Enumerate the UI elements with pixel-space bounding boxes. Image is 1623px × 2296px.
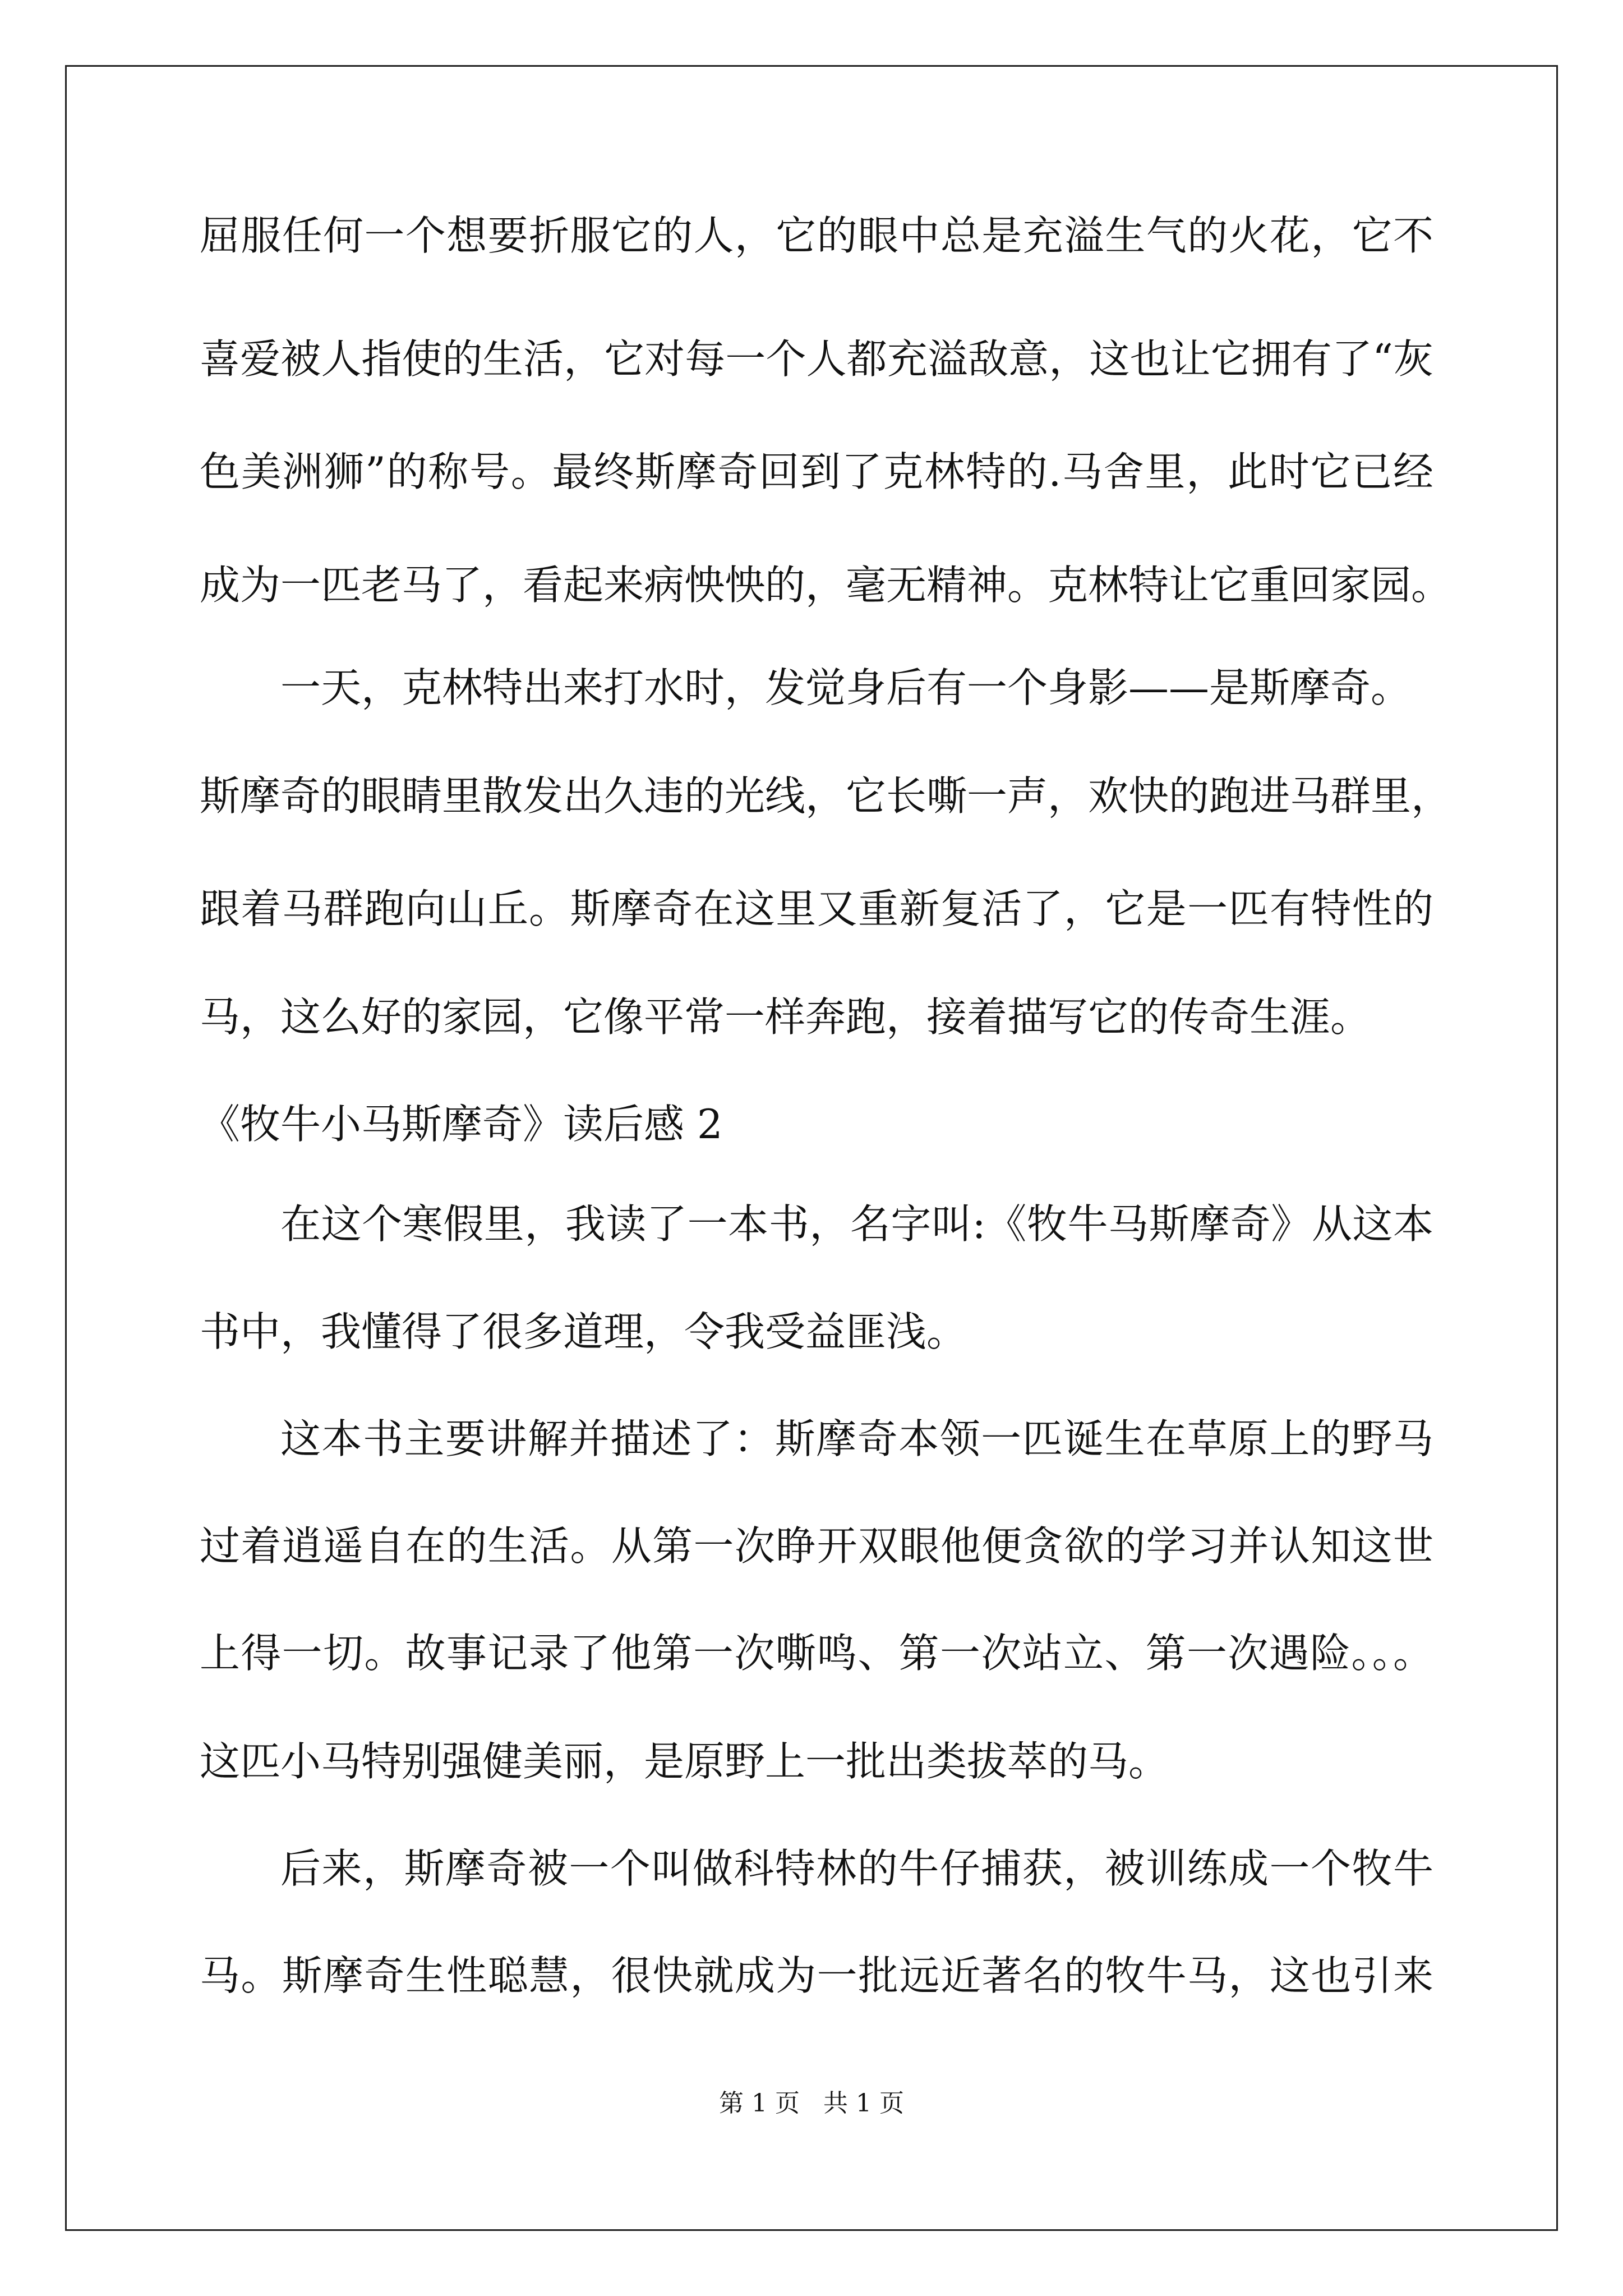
text-line: 马。斯摩奇生性聪慧，很快就成为一批远近著名的牧牛马，这也引来 [200,1952,1433,1999]
text-line: 喜爱被人指使的生活，它对每一个人都充溢敌意，这也让它拥有了“灰 [200,335,1433,383]
text-line: 马，这么好的家园，它像平常一样奔跑，接着描写它的传奇生涯。 [200,993,1371,1041]
text-line: 斯摩奇的眼睛里散发出久违的光线，它长嘶一声，欢快的跑进马群里， [200,772,1452,820]
text-line: 色美洲狮”的称号。最终斯摩奇回到了克林特的.马舍里，此时它已经 [200,448,1433,495]
text-line: 这匹小马特别强健美丽，是原野上一批出类拔萃的马。 [200,1738,1169,1785]
text-line: 上得一切。故事记录了他第一次嘶鸣、第一次站立、第一次遇险。。。 [200,1630,1433,1677]
text-line: 跟着马群跑向山丘。斯摩奇在这里又重新复活了，它是一匹有特性的 [200,885,1433,932]
page-number-footer: 第 1 页 共 1 页 [719,2089,904,2118]
text-line: 成为一匹老马了，看起来病怏怏的，毫无精神。克林特让它重回家园。 [200,562,1452,609]
paragraph-start-line: 在这个寒假里，我读了一本书，名字叫:《牧牛马斯摩奇》从这本 [280,1200,1433,1248]
paragraph-start-line: 这本书主要讲解并描述了：斯摩奇本领一匹诞生在草原上的野马 [280,1415,1433,1462]
text-line: 过着逍遥自在的生活。从第一次睁开双眼他便贪欲的学习并认知这世 [200,1522,1433,1570]
text-line: 屈服任何一个想要折服它的人，它的眼中总是充溢生气的火花，它不 [200,212,1433,259]
paragraph-start-line: 一天，克林特出来打水时，发觉身后有一个身影——是斯摩奇。 [280,664,1412,711]
section-heading: 《牧牛小马斯摩奇》读后感 2 [200,1101,723,1148]
text-line: 书中，我懂得了很多道理，令我受益匪浅。 [200,1308,967,1355]
paragraph-start-line: 后来，斯摩奇被一个叫做科特林的牛仔捕获，被训练成一个牧牛 [280,1845,1433,1892]
